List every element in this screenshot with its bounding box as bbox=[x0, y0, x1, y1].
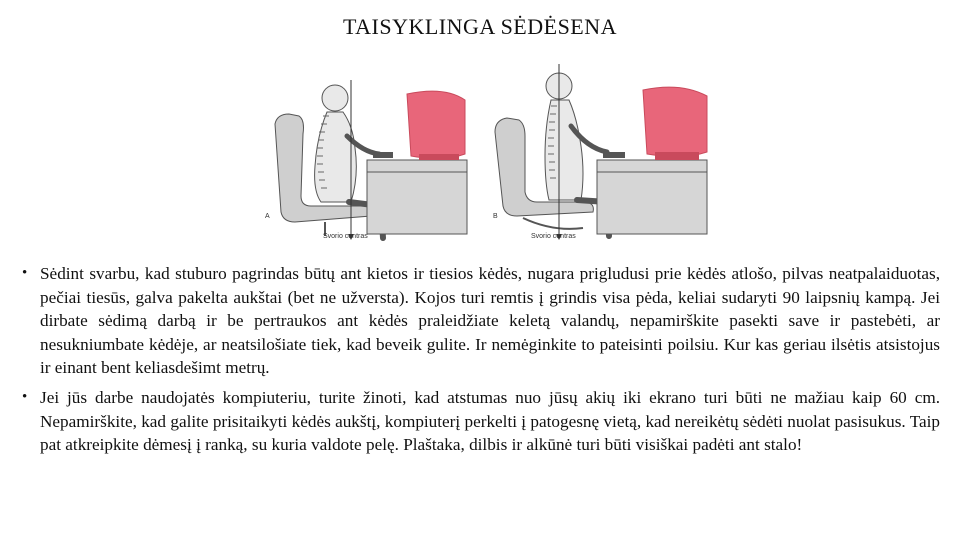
bullet-text: Jei jūs darbe naudojatės kompiuteriu, turite žinoti, kad atstumas nuo jūsų akių iki ekrano turi būti ne mažiau kaip 60 cm. Nepamirškite, kad galite prisitaikyti kėdės aukštį, kompiuterį perkelti į patogesnę vietą, kad nereikėtų sėdėti nuolat pasisukus. Taip pat atkreipkite dėmesį į ranką, su kuria valdote pelę. Plaštaka, dilbis ir alkūnė turi būti visiškai padėti ant stalo! bbox=[40, 387, 940, 455]
panel-b-caption: Svorio centras bbox=[531, 233, 576, 240]
panel-a-illustration bbox=[265, 80, 467, 240]
bullet-text: Sėdint svarbu, kad stuburo pagrindas būtų ant kietos ir tiesios kėdės, nugara prigludusi prie kėdės atlošo, pilvas neatpalaiduotas, pečiai tiesūs, galva pakelta aukštai (bet ne užversta). Kojos turi remtis į grindis visa pėda, keliai sudaryti 90 laipsnių kampą. Jei dirbate sėdimą darbą ir be pertraukos ant kėdės praleidžiate keletą valandų, nepamirškite pasekti save ir pastebėti, ar nesukniumbate kėdėje, ar neatsilošiate tiek, kad beveik gulite. Ir nemėginkite to pateisinti poilsiu. Kur kas geriau ilsėtis atsistojus ir einant bent keliasdešimt metrų. bbox=[40, 264, 940, 378]
panel-a-letter: A bbox=[265, 213, 270, 220]
bullet-item bbox=[22, 386, 940, 457]
panel-b-letter: B bbox=[493, 213, 498, 220]
bullet-marker: • bbox=[22, 388, 28, 405]
bullet-marker: • bbox=[22, 265, 28, 281]
bullet-item bbox=[22, 262, 940, 380]
page-title: TAISYKLINGA SĖDĖSENA bbox=[342, 14, 618, 39]
panel-b-illustration bbox=[493, 64, 707, 240]
posture-illustration bbox=[255, 56, 710, 246]
bullet-list bbox=[22, 262, 940, 463]
panel-a-caption: Svorio centras bbox=[323, 233, 368, 240]
